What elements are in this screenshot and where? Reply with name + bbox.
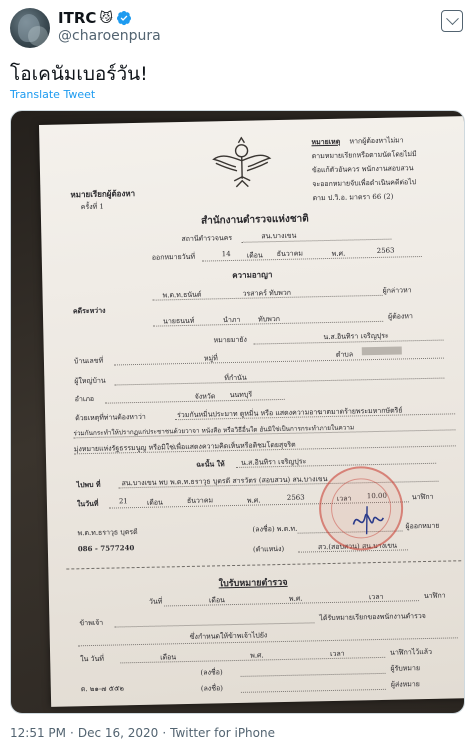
sign-label: (ลงชื่อ) พ.ต.ท. xyxy=(252,524,298,534)
receipt-time-label: เวลา xyxy=(368,592,384,602)
note-line-5: ตาม ป.วิ.อ. มาตรา 66 (2) xyxy=(312,192,394,203)
province-label: จังหวัด xyxy=(194,392,216,401)
headman-label: ผู้ใหญ่บ้าน xyxy=(74,376,106,386)
receipt-year-2: พ.ศ. xyxy=(250,651,264,660)
appointment-month: ธันวาคม xyxy=(186,496,214,505)
note-line-3: ข้อแก้ตัวอันควร พนักงานสอบสวน xyxy=(311,164,414,175)
go-to-place: สน.บางเขน พบ พ.ต.ท.ธราวุธ บุตรดี สารวัตร (สอบสวน) สน.บางเขน xyxy=(121,475,328,488)
tweet-time[interactable]: 12:51 PM xyxy=(10,726,66,740)
garuda-emblem-icon xyxy=(209,136,274,193)
go-to-label: ไปพบ ที่ xyxy=(76,479,101,490)
avatar-highlight xyxy=(28,26,48,46)
accused-last-name: ทับพวก xyxy=(258,314,281,324)
house-number-label: บ้านเลขที่ xyxy=(73,356,104,366)
receipt-sign-2: (ลงชื่อ) xyxy=(200,684,224,693)
avatar[interactable] xyxy=(10,8,50,48)
issue-year-label: พ.ศ. xyxy=(331,249,346,258)
accused-first-name: นายธนนท์ xyxy=(163,316,195,326)
receipt-received: ได้รับหมายเรียกของพนักงานตำรวจ xyxy=(319,612,426,623)
appointment-time-label: เวลา xyxy=(336,494,352,503)
accuser-label: ผู้กล่าวหา xyxy=(382,286,412,295)
form-title: หมายเรียกผู้ต้องหา xyxy=(70,188,136,200)
charge-line-1: ร่วมกันหมิ่นประมาท ดูหมิ่น หรือ แสดงความอาฆาตมาดร้ายพระมหากษัตริย์ xyxy=(177,406,403,420)
agency-title: สำนักงานตำรวจแห่งชาติ xyxy=(200,213,309,227)
accused-middle: นำภา xyxy=(223,315,241,325)
receipt-month-2: เดือน xyxy=(160,653,177,662)
receipt-on-day: ใน วันที่ xyxy=(80,654,105,664)
accuser-name: พ.ต.ท.ธนันต์ xyxy=(162,290,202,300)
separator-dot: · xyxy=(70,726,74,740)
receipt-deliverer: ผู้ส่งหมาย xyxy=(390,680,420,689)
receipt-day-label: วันที่ xyxy=(148,597,163,606)
amphoe-label: อำเภอ xyxy=(74,394,95,404)
issue-day: 14 xyxy=(221,250,231,259)
issuer-label: ผู้ออกหมาย xyxy=(405,521,440,531)
officer-phone: 086 - 7577240 xyxy=(77,543,135,554)
position-label: (ตำแหน่ง) xyxy=(252,544,285,554)
therefore-name: น.ส.อินทิรา เจริญปุระ xyxy=(241,457,307,467)
note-line-1: หากผู้ต้องหาไม่มา xyxy=(349,136,404,146)
note-line-2: ตามหมายเรียกหรือตามนัดโดยไม่มี xyxy=(311,150,417,161)
issue-month-label: เดือน xyxy=(246,251,263,260)
receipt-time-2: เวลา xyxy=(330,649,345,659)
tweet-photo[interactable] xyxy=(10,110,465,714)
appointment-label: ในวันที่ xyxy=(76,498,99,509)
accuser-name-rest: วรสาคร์ ทับพวก xyxy=(242,288,292,298)
summons-to-label: หมายมายัง xyxy=(213,335,247,345)
province-value: นนทบุรี xyxy=(229,390,253,400)
station-label: สถานีตำรวจนคร xyxy=(181,233,233,244)
appointment-year: 2563 xyxy=(286,493,305,502)
issue-month: ธันวาคม xyxy=(276,249,304,259)
verified-badge-icon xyxy=(116,10,132,26)
issue-date-label: ออกหมายวันที่ xyxy=(151,252,196,262)
receipt-year-label: พ.ศ. xyxy=(288,594,303,603)
receipt-receiver: ผู้รับหมาย xyxy=(390,664,421,673)
appointment-month-label: เดือน xyxy=(146,498,163,507)
tweet-date[interactable]: Dec 16, 2020 xyxy=(77,726,159,740)
cat-emoji: 😼 xyxy=(99,10,113,26)
case-heading: ความอาญา xyxy=(232,269,273,280)
charge-line-3: มุ่งหมายแห่งรัฐธรรมนูญ หรือมิใช่เพื่อแสดงความคิดเห็นหรือติชมโดยสุจริต xyxy=(73,440,296,454)
note-line-4: จะออกหมายจับเพื่อดำเนินคดีต่อไป xyxy=(312,178,417,189)
author-handle[interactable]: @charoenpura xyxy=(58,28,161,44)
charge-line-2: ร่วมกันกระทำให้ปรากฏแก่ประชาชนด้วยวาจา หนังสือ หรือวิธีอื่นใด อันมิใช่เป็นการกระทำภายในความ xyxy=(73,423,355,438)
form-code: ต. ๒๑-๗ ๕๕๒ xyxy=(80,684,125,694)
separator-dot: · xyxy=(162,726,167,740)
note-title: หมายเหตุ xyxy=(311,136,341,147)
receipt-month-label: เดือน xyxy=(208,596,226,605)
officer-name: พ.ต.ท.ธราวุธ บุตรดี xyxy=(77,528,138,538)
receipt-title: ใบรับหมายตำรวจ xyxy=(218,577,288,590)
between-label: คดีระหว่าง xyxy=(72,305,106,316)
kamnan-label: ที่กำนัน xyxy=(224,373,247,383)
appointment-time: 10.00 xyxy=(366,491,387,501)
station-value: สน.บางเขน xyxy=(261,231,297,241)
copy-number: ครั้งที่ 1 xyxy=(80,202,104,212)
redacted-block xyxy=(362,346,402,355)
receipt-time-unit-2: นาฬิกาไว้แล้ว xyxy=(390,647,433,657)
display-name[interactable]: ITRC xyxy=(58,9,97,27)
appointment-time-unit: นาฬิกา xyxy=(411,492,434,502)
translate-tweet-link[interactable]: Translate Tweet xyxy=(10,88,96,101)
appointment-year-label: พ.ศ. xyxy=(246,496,261,505)
summons-document xyxy=(39,116,465,707)
issue-year: 2563 xyxy=(376,246,395,255)
officer-signature xyxy=(347,502,388,539)
author-name-row[interactable] xyxy=(58,9,132,27)
summons-to-name: น.ส.อินทิรา เจริญปุระ xyxy=(323,331,389,342)
tweet-metadata xyxy=(10,726,275,740)
moo-label: หมู่ที่ xyxy=(203,354,218,363)
receipt-sign-1: (ลงชื่อ) xyxy=(200,668,223,677)
appointment-day: 21 xyxy=(118,497,128,506)
position-value: สว.(สอบสวน) สน.บางเขน xyxy=(317,541,398,552)
therefore-label: ฉะนั้น ให้ xyxy=(196,459,225,469)
charge-intro: ด้วยเหตุที่ท่านต้องหาว่า xyxy=(75,412,146,423)
accused-label: ผู้ต้องหา xyxy=(388,312,413,321)
tweet-text: โอเคนัมเบอร์วัน! xyxy=(10,63,148,85)
receipt-appointed: ซึ่งกำหนดให้ข้าพเจ้าไปยัง xyxy=(189,631,268,641)
receipt-i-label: ข้าพเจ้า xyxy=(79,618,104,628)
receipt-time-unit: นาฬิกา xyxy=(423,591,446,601)
tweet-source[interactable]: Twitter for iPhone xyxy=(170,726,275,740)
more-options-chevron-icon[interactable] xyxy=(441,10,463,32)
tambon-label: ตำบล xyxy=(335,350,354,359)
